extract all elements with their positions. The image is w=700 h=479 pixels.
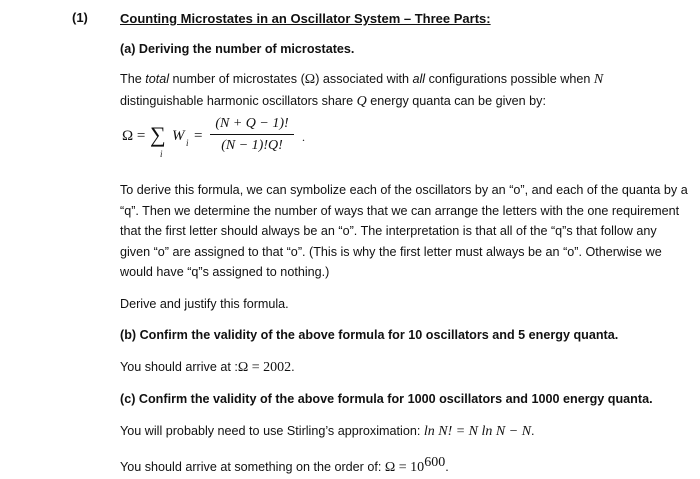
- problem-content: [120, 10, 688, 479]
- part-c-answer: You should arrive at something on the order of: $\Omega = 10^{600}$.: [120, 455, 449, 476]
- part-a-intro: The total number of microstates (Ω) associated with all configurations possible when N distinguishable harmonic oscillators share Q energy quanta can be given by:: [120, 72, 604, 109]
- formula-denominator: (N − 1)!Q!: [221, 138, 283, 153]
- part-c-heading: (c) Confirm the validity of the above formula for 1000 oscillators and 1000 energy quanta.: [120, 392, 653, 406]
- summation-index: i: [160, 149, 163, 159]
- formula-w: W: [172, 128, 185, 144]
- problem-number: (1): [72, 10, 88, 25]
- microstate-formula: [120, 114, 688, 168]
- problem-title: Counting Microstates in an Oscillator System – Three Parts:: [120, 11, 491, 26]
- part-c-hint: You will probably need to use Stirling’s approximation: ln N! = N ln N − N.: [120, 423, 535, 439]
- formula-lhs: Ω =: [122, 128, 146, 144]
- part-b-heading: (b) Confirm the validity of the above formula for 10 oscillators and 5 energy quanta.: [120, 328, 619, 342]
- part-a-explanation: To derive this formula, we can symbolize each of the oscillators by an “o”, and each of the quanta by a “q”. Then we determine the number of ways that we can arrange the letters with the one requirement that the first letter should always be an “o”. The interpretation is that all of the “q”s that follow any given “o” are assigned to that “o”. (This is why the first letter must always be an “o”. Otherwise we would have “q”s assigned to nothing.): [120, 183, 688, 279]
- formula-end: .: [302, 130, 305, 144]
- formula-w-index: i: [186, 138, 189, 148]
- formula-fraction: [208, 114, 296, 157]
- part-a-task: Derive and justify this formula.: [120, 296, 289, 311]
- formula-numerator: (N + Q − 1)!: [215, 116, 289, 131]
- formula-equals: =: [194, 128, 203, 144]
- summation-symbol: ∑: [150, 122, 166, 147]
- part-a-heading: (a) Deriving the number of microstates.: [120, 42, 355, 56]
- part-b-answer: You should arrive at :Ω = 2002.: [120, 359, 295, 375]
